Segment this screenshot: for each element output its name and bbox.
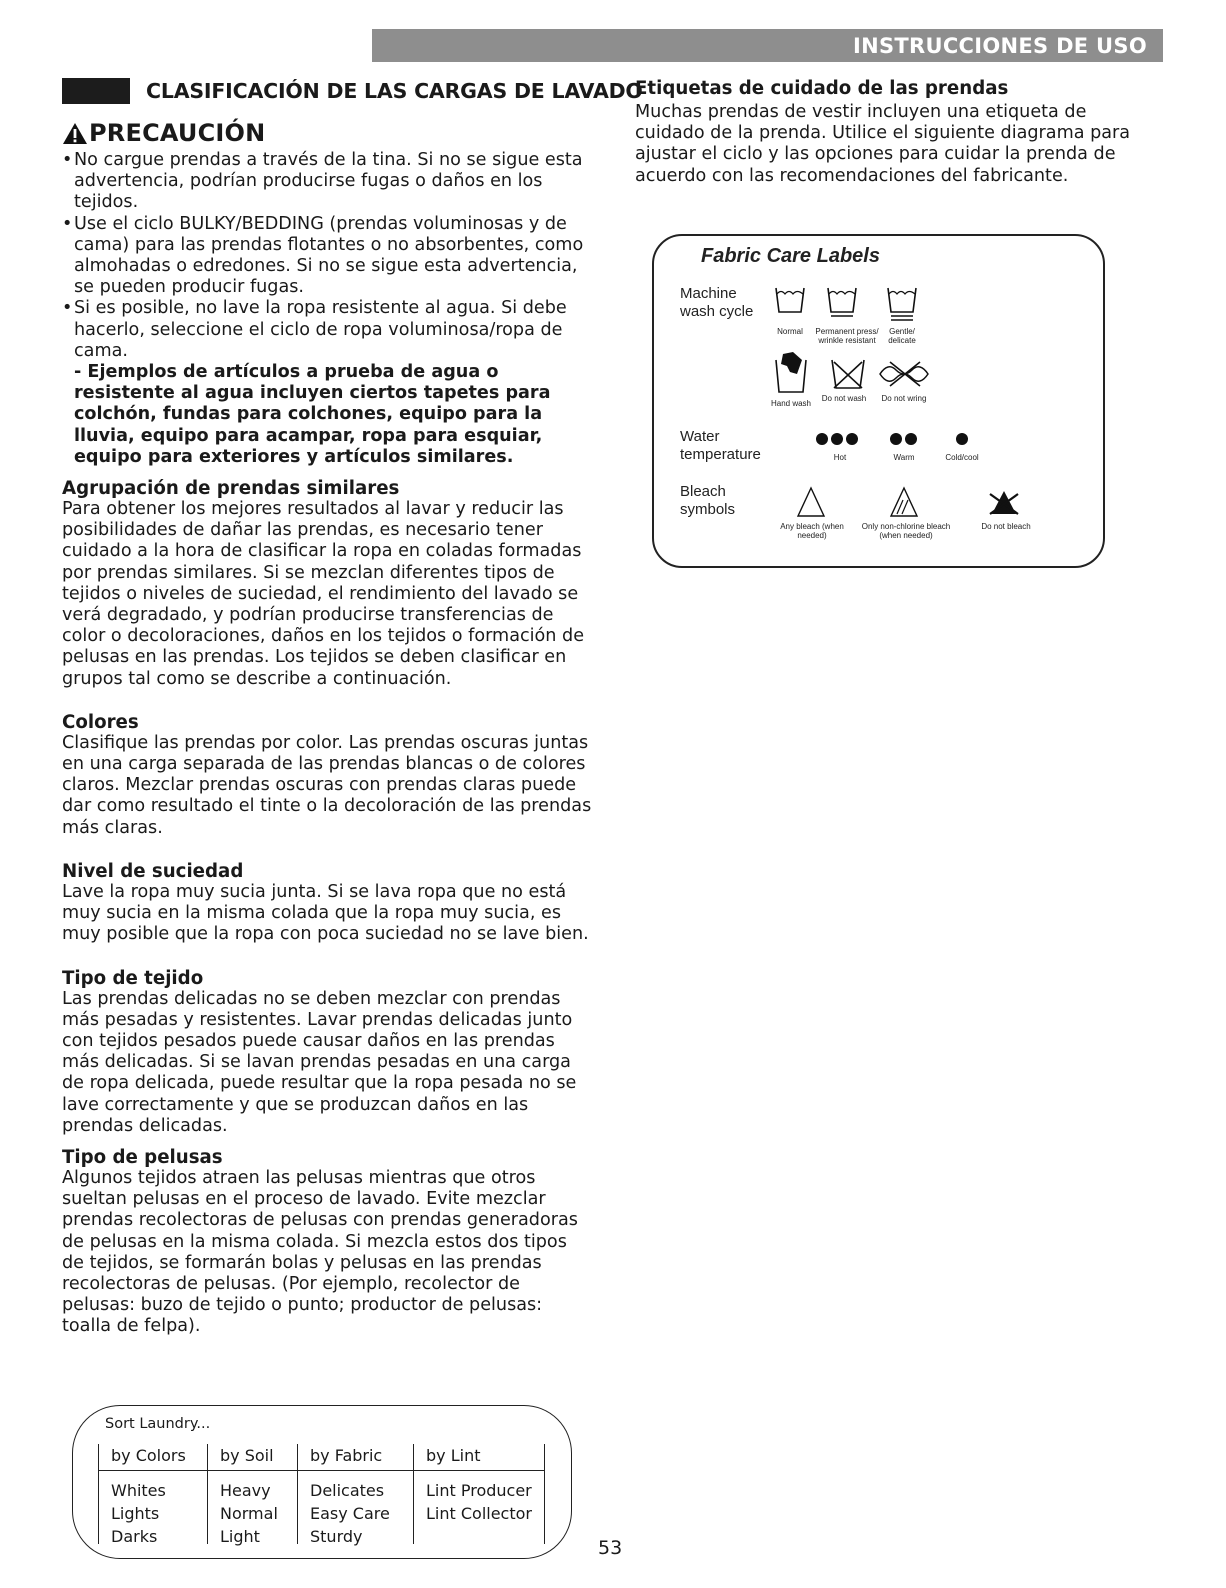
warm-water-dots [890,433,917,445]
non-chlorine-bleach-icon [889,486,919,518]
sort-column [413,1444,545,1544]
sort-laundry-table [98,1444,545,1544]
heading-care-labels: Etiquetas de cuidado de las prendas [635,78,1009,99]
sort-item: Normal [220,1504,278,1523]
page-number: 53 [598,1537,623,1559]
gentle-caption: Gentle/ delicate [888,327,916,345]
sort-column-header: by Fabric [298,1444,413,1471]
sort-item: Whites [111,1481,166,1500]
warm-caption: Warm [893,453,915,462]
right-column [635,78,1155,187]
fabric-care-title: Fabric Care Labels [701,245,880,267]
machine-wash-label: Machine wash cycle [680,285,754,320]
section-title-row [62,74,643,108]
body-care-labels: Muchas prendas de vestir incluyen una etiqueta de cuidado de la prenda. Utilice el siguiente diagrama para ajustar el ciclo y las opciones para cuidar la prenda de acuerdo con las recomendaciones del fabricante. [635,102,1131,186]
section-marker-block [62,78,130,104]
fabric-care-labels-panel [652,234,1105,568]
wash-normal-icon [775,286,805,314]
section-title: CLASIFICACIÓN DE LAS CARGAS DE LAVADO [146,79,643,103]
do-not-wring-caption: Do not wring [881,394,927,403]
sort-column [207,1444,297,1544]
section-header-bar: INSTRUCCIONES DE USO [372,29,1163,62]
waterproof-examples-note: - Ejemplos de artículos a prueba de agua o resistente al agua incluyen ciertos tapetes para colchón, fundas para colchones, equipo para la lluvia, equipo para acampar, ropa para esquiar, equipo para exteriores y artículos similares. [74,362,551,467]
heading-soil-level: Nivel de suciedad [62,860,244,882]
hot-caption: Hot [833,453,847,462]
water-temperature-label: Water temperature [680,428,761,463]
heading-fabric-type: Tipo de tejido [62,967,204,989]
hot-water-dots [816,433,858,445]
do-not-wash-caption: Do not wash [821,394,867,403]
body-fabric-type: Las prendas delicadas no se deben mezclar con prendas más pesadas y resistentes. Lavar prendas delicadas junto con tejidos pesados puede causar daños en las prendas más delicadas. Si se lavan prendas pesadas en una carga de ropa delicada, puede resultar que la ropa pesada no se lave correctamente y que se produzcan daños en las prendas delicadas. [62,988,577,1136]
non-chlorine-caption: Only non-chlorine bleach (when needed) [861,522,951,540]
heading-similar-items: Agrupación de prendas similares [62,478,400,500]
bullet-text: Si es posible, no lave la ropa resistente al agua. Si debe hacerlo, seleccione el ciclo de ropa voluminosa/ropa de cama. [74,298,567,361]
sort-laundry-title: Sort Laundry... [105,1416,211,1432]
sort-column [297,1444,413,1544]
sort-item: Delicates [310,1481,385,1500]
sort-column-header: by Colors [99,1444,207,1471]
sort-item: Heavy [220,1481,271,1500]
do-not-bleach-caption: Do not bleach [981,522,1031,531]
normal-caption: Normal [777,327,803,336]
body-soil-level: Lave la ropa muy sucia junta. Si se lava ropa que no está muy sucia en la misma colada que la ropa muy sucia, es muy posible que la ropa con poca suciedad no se lave bien. [62,881,589,945]
do-not-bleach-icon [986,488,1022,518]
body-lint-type: Algunos tejidos atraen las pelusas mientras que otros sueltan pelusas en el proceso de lavado. Evite mezclar prendas recolectoras de pelusas con prendas generadoras de pelusas en la misma colada. Si mezcla estos dos tipos de tejidos, se formarán bolas y pelusas en las prendas recolectoras de pelusas. (Por ejemplo, recolector de pelusas: buzo de tejido o punto; productor de pelusas: toalla de felpa). [62,1167,578,1337]
sort-item: Darks [111,1527,158,1546]
bullet-text: No cargue prendas a través de la tina. Si no se sigue esta advertencia, podrían producirse fugas o daños en los tejidos. [74,150,583,213]
cold-water-dot [956,433,968,445]
body-similar-items: Para obtener los mejores resultados al lavar y reducir las posibilidades de dañar las prendas, es necesario tener cuidado a la hora de clasificar la ropa en coladas formadas por prendas similares. Si se mezclan diferentes tipos de tejidos o niveles de suciedad, el rendimiento del lavado se verá degradado, y podrían producirse transferencias de color o decoloraciones, daños en los tejidos o formación de pelusas en las prendas. Los tejidos se deben clasificar en grupos tal como se describe a continuación. [62,499,585,689]
heading-colors: Colores [62,711,139,733]
any-bleach-icon [796,486,826,518]
warning-title: PRECAUCIÓN [89,119,266,147]
warning-bullet: • Si es posible, no lave la ropa resistente al agua. Si debe hacerlo, seleccione el ciclo de ropa voluminosa/ropa de cama. [62,298,567,361]
do-not-wring-icon [876,360,932,388]
do-not-wash-icon [830,358,866,390]
any-bleach-caption: Any bleach (when needed) [780,522,844,540]
wash-gentle-icon [887,286,917,322]
left-column [62,74,643,1338]
heading-lint-type: Tipo de pelusas [62,1146,223,1168]
warning-header [62,116,592,150]
hand-wash-caption: Hand wash [770,399,812,408]
sort-item: Easy Care [310,1504,390,1523]
permanent-press-caption: Permanent press/ wrinkle resistant [815,327,879,345]
sort-laundry-box [72,1405,572,1559]
sort-column [98,1444,207,1544]
cold-caption: Cold/cool [945,453,979,462]
bleach-symbols-label: Bleach symbols [680,483,736,518]
sort-item: Lint Producer [426,1481,532,1500]
body-colors: Clasifique las prendas por color. Las prendas oscuras juntas en una carga separada de las prendas blancas o de colores claros. Mezclar prendas oscuras con prendas claras puede dar como resultado el tinte o la decoloración de las prendas más claras. [62,732,592,838]
warning-bullet: • No cargue prendas a través de la tina. Si no se sigue esta advertencia, podrían producirse fugas o daños en los tejidos. [62,150,583,213]
wash-permanent-press-icon [827,286,857,318]
sort-item: Lint Collector [426,1504,532,1523]
sort-column-header: by Lint [414,1444,544,1471]
bullet-text: Use el ciclo BULKY/BEDDING (prendas voluminosas y de cama) para las prendas flotantes o no absorbentes, como almohadas o edredones. Si no se sigue esta advertencia, se pueden producir fugas. [74,213,584,298]
sort-item: Sturdy [310,1527,363,1546]
warning-triangle-icon [62,122,88,145]
warning-bullet: • Use el ciclo BULKY/BEDDING (prendas voluminosas y de cama) para las prendas flotantes o no absorbentes, como almohadas o edredones. Si no se sigue esta advertencia, se pueden producir fugas. [62,213,584,298]
sort-item: Lights [111,1504,160,1523]
sort-item: Light [220,1527,260,1546]
hand-wash-icon [775,352,807,394]
sort-column-header: by Soil [208,1444,297,1471]
